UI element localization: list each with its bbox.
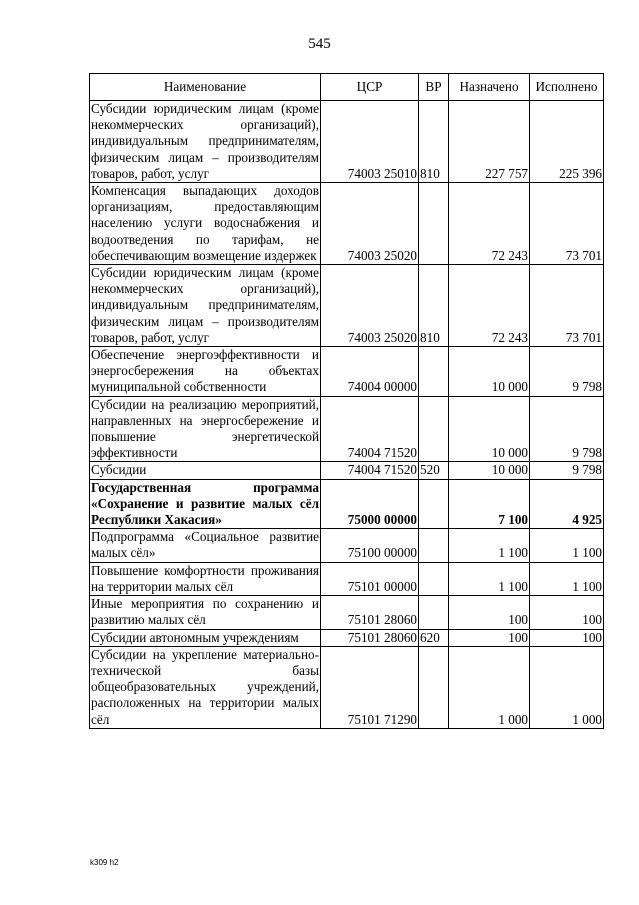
row-vr: 810 (419, 101, 449, 183)
row-planned: 10 000 (449, 396, 530, 462)
row-planned: 100 (449, 629, 530, 646)
table-header-row (90, 74, 604, 101)
row-csr: 75101 71290 (321, 646, 419, 728)
row-planned: 100 (449, 596, 530, 629)
table-row (90, 396, 604, 462)
header-name: Наименование (90, 74, 321, 101)
table-row (90, 101, 604, 183)
row-executed: 1 100 (530, 529, 604, 562)
row-vr (419, 596, 449, 629)
row-planned: 1 100 (449, 562, 530, 595)
row-csr: 75101 28060 (321, 596, 419, 629)
row-csr: 75000 00000 (321, 479, 419, 529)
table-row (90, 629, 604, 646)
row-csr: 75101 28060 (321, 629, 419, 646)
row-vr (419, 183, 449, 265)
row-vr (419, 562, 449, 595)
row-name: Иные мероприятия по сохранению и развитию малых сёл (91, 596, 319, 628)
page-number: 545 (308, 36, 331, 52)
row-vr: 620 (419, 629, 449, 646)
row-name: Подпрограмма «Социальное развитие малых сёл» (91, 529, 319, 561)
row-name: Субсидии юридическим лицам (кроме некоммерческих организаций), индивидуальным предпринимателям, физическим лицам – производителям товаров, работ, услуг (91, 101, 319, 181)
table-row (90, 265, 604, 347)
table-row (90, 529, 604, 562)
row-planned: 10 000 (449, 347, 530, 397)
row-csr: 74004 71520 (321, 396, 419, 462)
row-vr (419, 479, 449, 529)
row-name: Субсидии на реализацию мероприятий, направленных на энергосбережение и повышение энергетической эффективности (91, 396, 319, 461)
table-row (90, 183, 604, 265)
table-row (90, 347, 604, 397)
table-row (90, 462, 604, 479)
row-name: Субсидии автономным учреждениям (90, 629, 321, 646)
row-executed: 1 100 (530, 562, 604, 595)
header-csr: ЦСР (321, 74, 419, 101)
row-planned: 72 243 (449, 265, 530, 347)
row-csr: 75100 00000 (321, 529, 419, 562)
row-executed: 4 925 (530, 479, 604, 529)
row-planned: 1 100 (449, 529, 530, 562)
row-vr: 520 (419, 462, 449, 479)
row-planned: 72 243 (449, 183, 530, 265)
row-name: Субсидии юридическим лицам (кроме некоммерческих организаций), индивидуальным предпринимателям, физическим лицам – производителям товаров, работ, услуг (91, 265, 319, 345)
row-csr: 74003 25020 (321, 183, 419, 265)
row-vr (419, 396, 449, 462)
row-executed: 73 701 (530, 183, 604, 265)
header-executed: Исполнено (530, 74, 604, 101)
row-name: Компенсация выпадающих доходов организациям, предоставляющим населению услуги водоснабжения и водоотведения по тарифам, не обеспечивающим возмещение издержек (91, 183, 319, 263)
row-executed: 9 798 (530, 396, 604, 462)
row-csr: 75101 00000 (321, 562, 419, 595)
row-executed: 73 701 (530, 265, 604, 347)
row-name: Обеспечение энергоэффективности и энергосбережения на объектах муниципальной собственности (91, 347, 319, 395)
row-executed: 1 000 (530, 646, 604, 728)
row-vr (419, 646, 449, 728)
row-vr (419, 529, 449, 562)
row-name: Государственная программа «Сохранение и развитие малых сёл Республики Хакасия» (91, 479, 319, 528)
row-csr: 74004 00000 (321, 347, 419, 397)
row-csr: 74003 25020 (321, 265, 419, 347)
table-row (90, 562, 604, 595)
row-planned: 10 000 (449, 462, 530, 479)
row-executed: 100 (530, 629, 604, 646)
row-executed: 9 798 (530, 462, 604, 479)
document-code: k309 h2 (90, 858, 119, 867)
row-planned: 227 757 (449, 101, 530, 183)
header-vr: ВР (419, 74, 449, 101)
row-name: Повышение комфортности проживания на территории малых сёл (91, 562, 319, 594)
budget-table (89, 73, 604, 729)
table-row (90, 646, 604, 728)
row-executed: 100 (530, 596, 604, 629)
row-planned: 7 100 (449, 479, 530, 529)
row-executed: 225 396 (530, 101, 604, 183)
row-executed: 9 798 (530, 347, 604, 397)
row-csr: 74004 71520 (321, 462, 419, 479)
header-planned: Назначено (449, 74, 530, 101)
row-vr: 810 (419, 265, 449, 347)
table-row (90, 596, 604, 629)
row-name: Субсидии (90, 462, 321, 479)
table-row-program (90, 479, 604, 529)
row-csr: 74003 25010 (321, 101, 419, 183)
row-vr (419, 347, 449, 397)
row-name: Субсидии на укрепление материально-технической базы общеобразовательных учреждений, расположенных на территории малых сёл (91, 646, 319, 727)
row-planned: 1 000 (449, 646, 530, 728)
